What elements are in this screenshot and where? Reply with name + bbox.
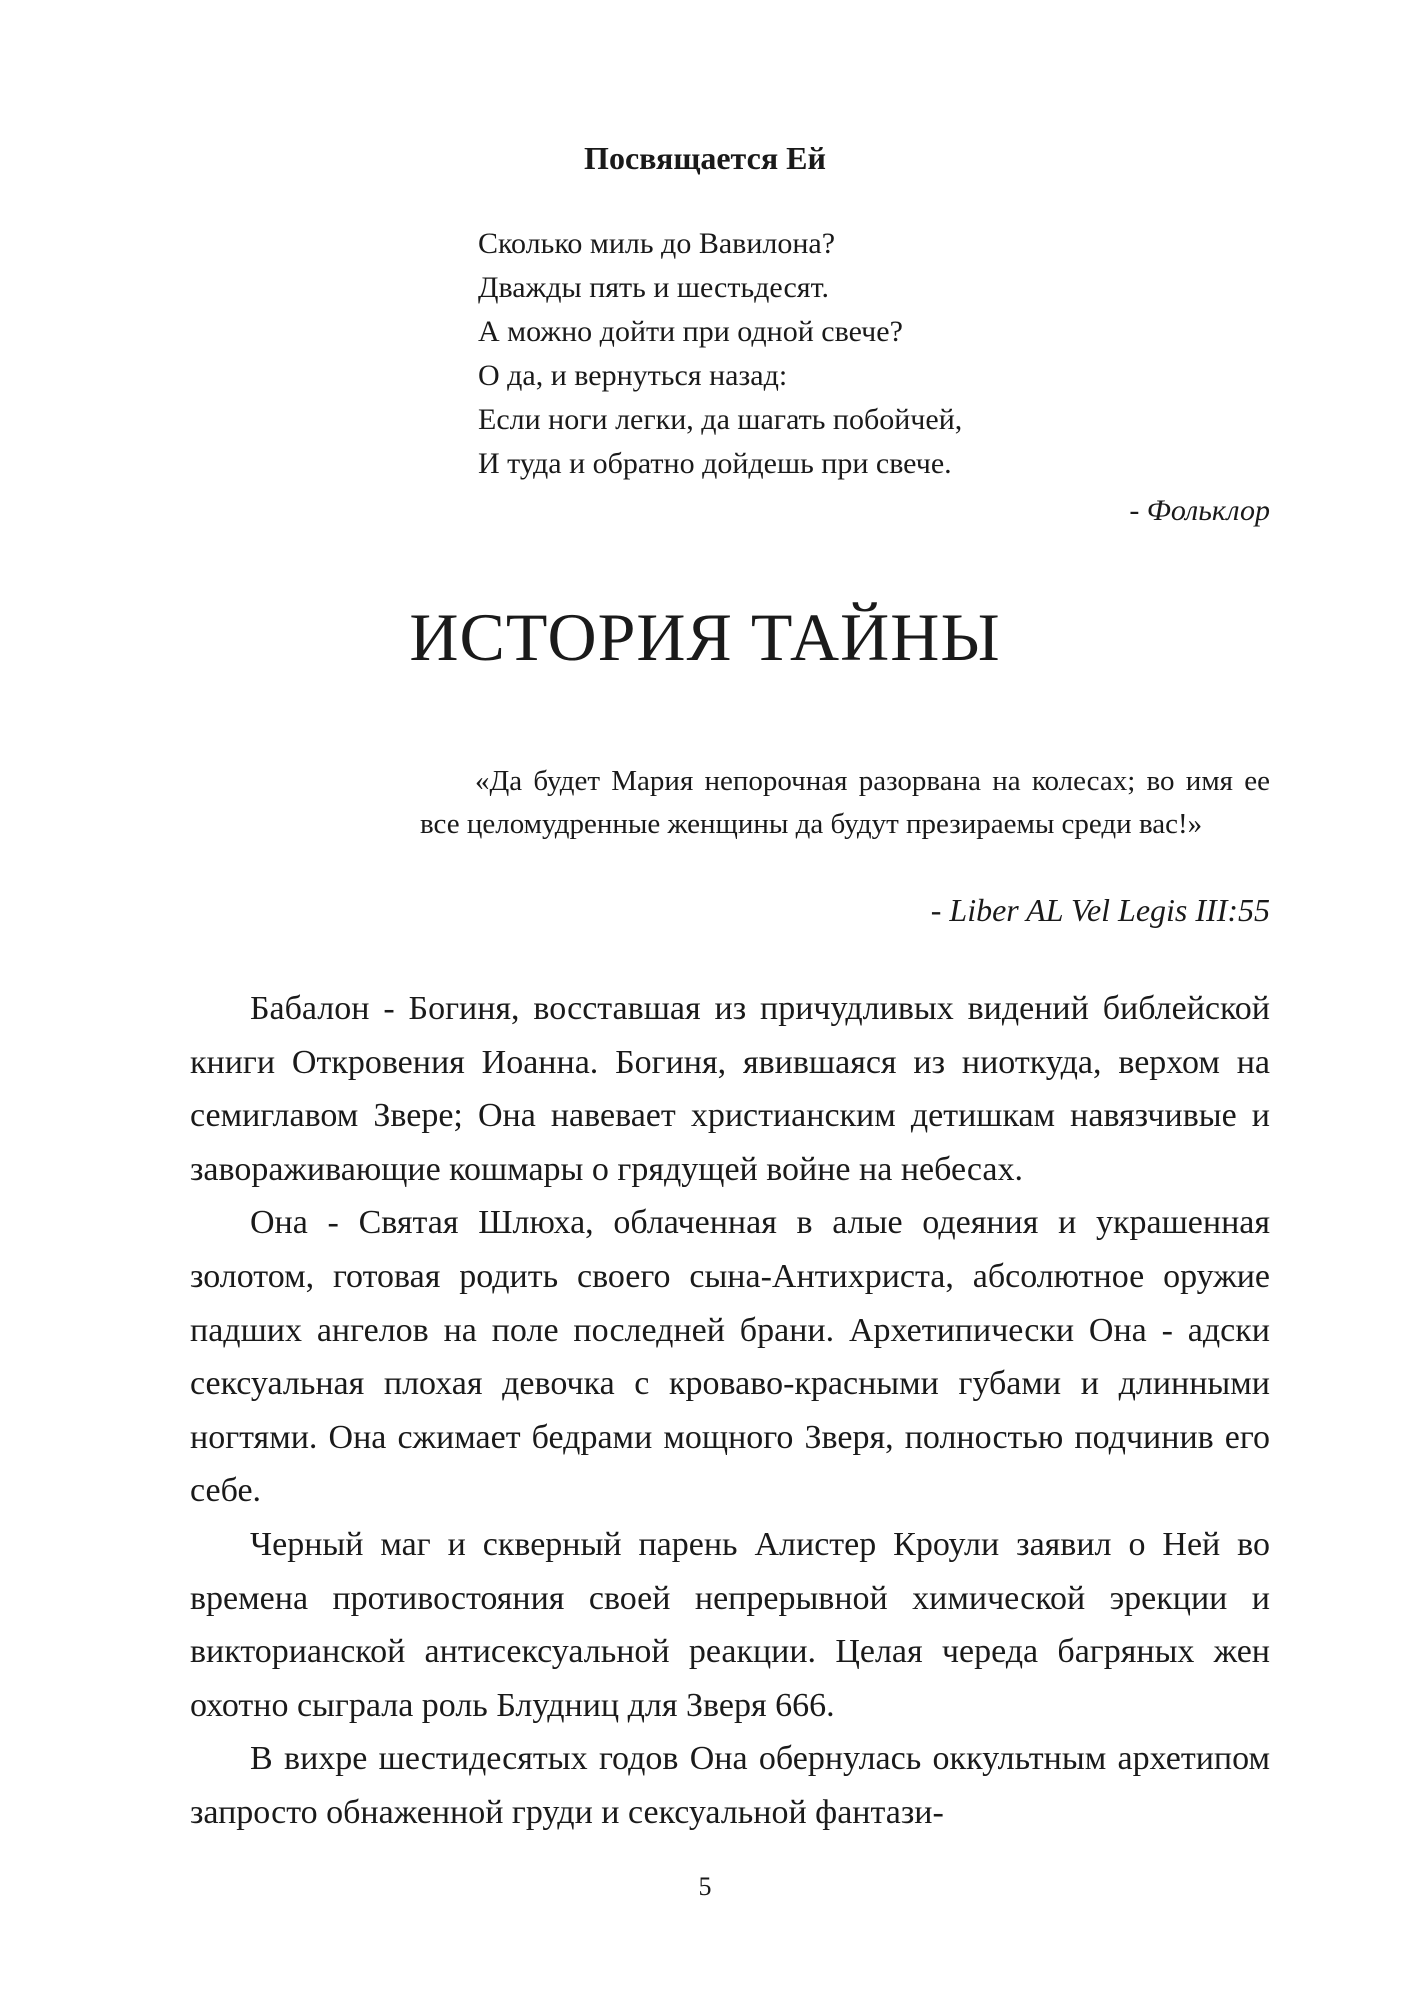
poem-line: Сколько миль до Вавилона? [478, 227, 836, 260]
poem-line: Если ноги легки, да шагать побойчей, [478, 403, 963, 436]
poem-line: О да, и вернуться назад: [478, 359, 788, 392]
poem-attribution: - Фольклор [1129, 494, 1270, 527]
poem-line: И туда и обратно дойдешь при свече. [478, 447, 952, 480]
chapter-title: ИСТОРИЯ ТАЙНЫ [409, 599, 1001, 675]
dedication-title: Посвящается Ей [584, 140, 826, 176]
poem-line: Дважды пять и шестьдесят. [478, 271, 829, 304]
dedication-poem [478, 222, 1278, 486]
body-paragraph: В вихре шестидесятых годов Она обернулась оккультным архетипом запросто обнаженной груди и сексуальной фантази- [190, 1740, 1270, 1831]
page-number: 5 [698, 1872, 712, 1901]
body-paragraph: Она - Святая Шлюха, облаченная в алые одеяния и украшенная золотом, готовая родить своего сына-Антихриста, абсолютное оружие падших ангелов на поле последней брани. Архетипически Она - адски сексуальная плохая девочка с кроваво-красными губами и длинными ногтями. Она сжимает бедрами мощного Зверя, полностью подчинив его себе. [190, 1204, 1270, 1510]
body-paragraph: Черный маг и скверный парень Алистер Кроули заявил о Ней во времена противостояния своей непрерывной химической эрекции и викторианской антисексуальной реакции. Целая череда багряных жен охотно сыграла роль Блудниц для Зверя 666. [190, 1525, 1270, 1724]
body-paragraph: Бабалон - Богиня, восставшая из причудливых видений библейской книги Откровения Иоанна. Богиня, явившаяся из ниоткуда, верхом на семиглавом Звере; Она навевает христианским детишкам навязчивые и завораживающие кошмары о грядущей войне на небесах. [190, 990, 1270, 1188]
chapter-body [190, 982, 1270, 1840]
epigraph-quote: «Да будет Мария непорочная разорвана на колесах; во имя ее все целомудренные женщины да будут презираемы среди вас!» [420, 765, 1270, 840]
epigraph-source: - Liber AL Vel Legis III:55 [930, 892, 1270, 928]
poem-line: А можно дойти при одной свече? [478, 315, 903, 348]
